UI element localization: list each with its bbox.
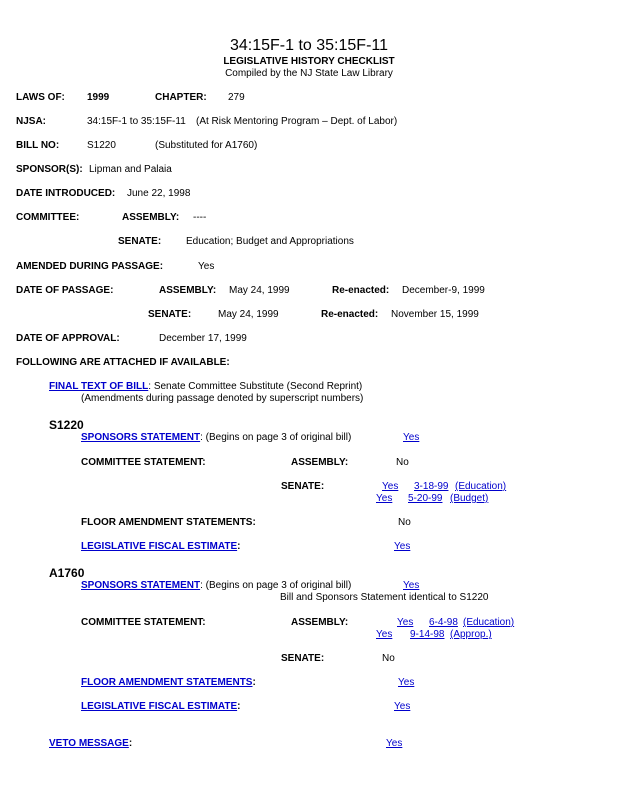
s1220-senate-row2-yes[interactable]: Yes (376, 493, 393, 504)
a1760-fiscal-row (81, 701, 240, 713)
committee-senate-label: SENATE: (118, 236, 162, 247)
amended-value: Yes (198, 261, 215, 272)
s1220-sponsors-yes[interactable]: Yes (403, 432, 420, 443)
passage-assembly-date: May 24, 1999 (229, 285, 290, 296)
s1220-fiscal-link[interactable]: LEGISLATIVE FISCAL ESTIMATE (81, 541, 238, 552)
a1760-sponsors-row (81, 580, 351, 592)
s1220-assembly-value: No (396, 457, 409, 468)
a1760-floor-link[interactable]: FLOOR AMENDMENT STATEMENTS (81, 677, 253, 688)
s1220-heading: S1220 (49, 418, 84, 432)
njsa-value: 34:15F-1 to 35:15F-11 (87, 116, 186, 127)
a1760-floor-colon: : (252, 677, 256, 688)
a1760-assembly-row1-date[interactable]: 6-4-98 (429, 617, 458, 628)
final-text-colon: : (148, 381, 152, 392)
a1760-assembly-row2-yes[interactable]: Yes (376, 629, 393, 640)
a1760-sponsors-desc: : (Begins on page 3 of original bill) (200, 580, 352, 591)
s1220-fiscal-row (81, 541, 240, 553)
a1760-sponsors-yes[interactable]: Yes (403, 580, 420, 591)
s1220-sponsors-desc: : (Begins on page 3 of original bill) (200, 432, 352, 443)
approval-label: DATE OF APPROVAL: (16, 333, 120, 344)
passage-label: DATE OF PASSAGE: (16, 285, 114, 296)
a1760-identical-note: Bill and Sponsors Statement identical to S1220 (280, 592, 489, 603)
passage-assembly-reenacted-date: December-9, 1999 (402, 285, 485, 296)
laws-year: 1999 (87, 92, 110, 103)
s1220-committee-label: COMMITTEE STATEMENT: (81, 457, 206, 468)
approval-value: December 17, 1999 (159, 333, 247, 344)
a1760-senate-value: No (382, 653, 395, 664)
committee-senate-value: Education; Budget and Appropriations (186, 236, 354, 247)
sponsors-label: SPONSOR(S): (16, 164, 83, 175)
committee-assembly-label: ASSEMBLY: (122, 212, 180, 223)
a1760-floor-row (81, 677, 256, 689)
chapter-label: CHAPTER: (155, 92, 207, 103)
veto-colon: : (128, 738, 133, 749)
s1220-senate-row2-date[interactable]: 5-20-99 (408, 493, 443, 504)
s1220-assembly-label: ASSEMBLY: (291, 457, 349, 468)
a1760-fiscal-link[interactable]: LEGISLATIVE FISCAL ESTIMATE (81, 701, 238, 712)
s1220-sponsors-row (81, 432, 351, 444)
veto-message-link[interactable]: VETO MESSAGE (49, 738, 129, 749)
bill-no-value: S1220 (87, 140, 116, 151)
s1220-sponsors-link[interactable]: SPONSORS STATEMENT (81, 432, 201, 443)
compiled-by: Compiled by the NJ State Law Library (225, 68, 393, 79)
s1220-senate-row2-committee[interactable]: (Budget) (450, 493, 489, 504)
s1220-senate-row1-date[interactable]: 3-18-99 (414, 481, 449, 492)
a1760-fiscal-colon: : (237, 701, 241, 712)
s1220-senate-row1-yes[interactable]: Yes (382, 481, 399, 492)
final-text-link[interactable]: FINAL TEXT OF BILL (49, 381, 149, 392)
page-subtitle: LEGISLATIVE HISTORY CHECKLIST (223, 56, 395, 67)
s1220-senate-row1-committee[interactable]: (Education) (455, 481, 507, 492)
a1760-assembly-row1-committee[interactable]: (Education) (463, 617, 515, 628)
s1220-senate-label: SENATE: (281, 481, 325, 492)
laws-of-label: LAWS OF: (16, 92, 65, 103)
a1760-assembly-label: ASSEMBLY: (291, 617, 349, 628)
s1220-floor-value: No (398, 517, 411, 528)
a1760-senate-label: SENATE: (281, 653, 325, 664)
a1760-assembly-row1-yes[interactable]: Yes (397, 617, 414, 628)
final-text-row (49, 381, 362, 393)
passage-senate-date: May 24, 1999 (218, 309, 279, 320)
a1760-heading: A1760 (49, 566, 85, 580)
veto-row (49, 738, 132, 750)
amended-label: AMENDED DURING PASSAGE: (16, 261, 164, 272)
page-title: 34:15F-1 to 35:15F-11 (229, 37, 389, 54)
s1220-floor-label: FLOOR AMENDMENT STATEMENTS: (81, 517, 256, 528)
passage-senate-label: SENATE: (148, 309, 192, 320)
a1760-assembly-row2-date[interactable]: 9-14-98 (410, 629, 445, 640)
s1220-fiscal-yes[interactable]: Yes (394, 541, 411, 552)
attached-heading: FOLLOWING ARE ATTACHED IF AVAILABLE: (16, 357, 230, 368)
a1760-fiscal-yes[interactable]: Yes (394, 701, 411, 712)
committee-assembly-value: ---- (193, 212, 207, 223)
a1760-sponsors-link[interactable]: SPONSORS STATEMENT (81, 580, 201, 591)
bill-no-note: (Substituted for A1760) (155, 140, 258, 151)
final-text-desc: Senate Committee Substitute (Second Reprint) (153, 381, 363, 392)
a1760-assembly-row2-committee[interactable]: (Approp.) (450, 629, 492, 640)
date-introduced-label: DATE INTRODUCED: (16, 188, 116, 199)
passage-senate-reenacted-label: Re-enacted: (321, 309, 379, 320)
sponsors-value: Lipman and Palaia (89, 164, 172, 175)
njsa-note: (At Risk Mentoring Program – Dept. of Labor) (196, 116, 398, 127)
bill-no-label: BILL NO: (16, 140, 60, 151)
date-introduced-value: June 22, 1998 (127, 188, 191, 199)
chapter-value: 279 (228, 92, 245, 103)
a1760-floor-yes[interactable]: Yes (398, 677, 415, 688)
passage-assembly-label: ASSEMBLY: (159, 285, 217, 296)
s1220-fiscal-colon: : (237, 541, 241, 552)
final-text-note: (Amendments during passage denoted by superscript numbers) (81, 393, 364, 404)
passage-senate-reenacted-date: November 15, 1999 (391, 309, 479, 320)
veto-yes[interactable]: Yes (386, 738, 403, 749)
a1760-committee-label: COMMITTEE STATEMENT: (81, 617, 206, 628)
passage-assembly-reenacted-label: Re-enacted: (332, 285, 390, 296)
njsa-label: NJSA: (16, 116, 47, 127)
committee-label: COMMITTEE: (16, 212, 80, 223)
